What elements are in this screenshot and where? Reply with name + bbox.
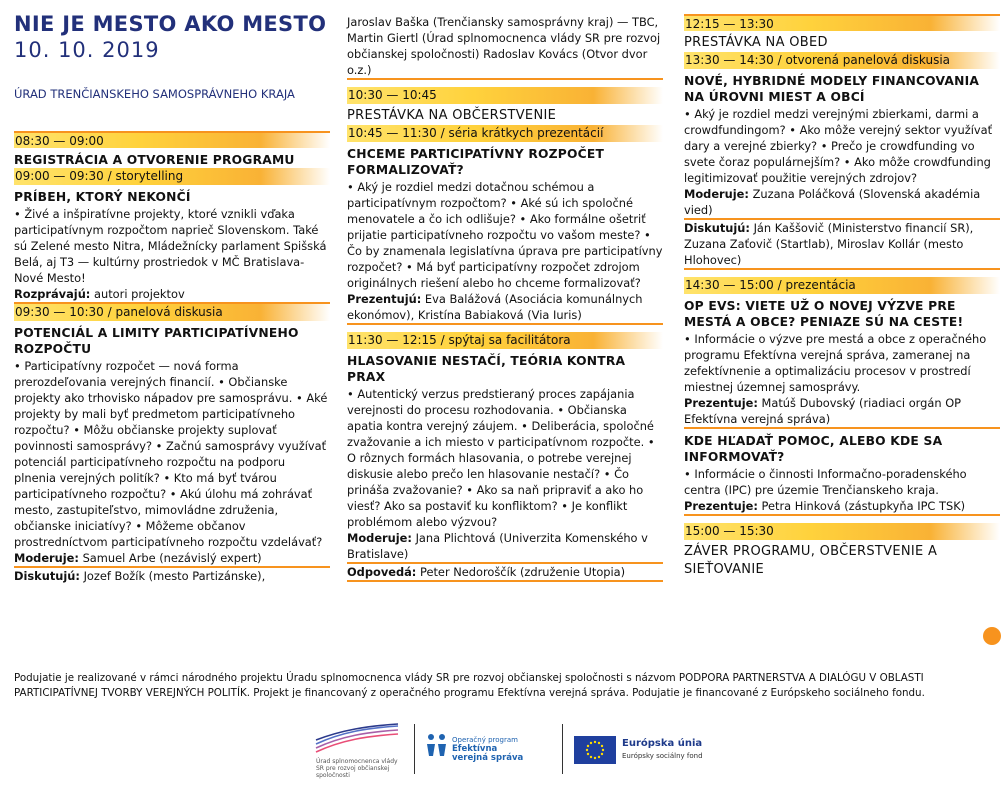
session-heading: REGISTRÁCIA A OTVORENIE PROGRAMU — [14, 153, 295, 167]
op-label: Operačný program — [452, 736, 518, 744]
session-body-2: • Informácie o činnosti Informačno-poradenského centra (IPC) pre územie Trenčianskeho kraja. — [684, 467, 967, 497]
session-role-continued: Jaroslav Baška (Trenčiansky samosprávny kraj) — TBC, Martin Giertl (Úrad splnomocnenca vlády SR pre rozvoj občianskej spoločnosti) Radoslav Kovács (Otvor dvor o.z.) — [347, 14, 663, 80]
session-role: Prezentuje: Matúš Dubovský (riadiaci orgán OP Efektívna verejná správa) — [684, 395, 1000, 429]
session-time: 14:30 — 15:00 / prezentácia — [684, 277, 1000, 294]
wave-lines-icon — [312, 722, 400, 756]
event-venue: ÚRAD TRENČIANSKEHO SAMOSPRÁVNEHO KRAJA — [14, 87, 295, 101]
session-time: 08:30 — 09:00 — [14, 131, 330, 148]
session-presentations — [347, 125, 663, 325]
orange-dot-decoration — [983, 627, 1001, 645]
column-2 — [347, 0, 663, 582]
eu-flag-icon — [574, 736, 616, 764]
eu-fund: Európsky sociálny fond — [622, 752, 703, 760]
session-financing — [684, 52, 1000, 270]
session-time: 09:00 — 09:30 / storytelling — [14, 168, 330, 185]
session-heading: PRÍBEH, KTORÝ NEKONČÍ — [14, 190, 191, 204]
session-lunch — [684, 14, 1000, 52]
event-title: NIE JE MESTO AKO MESTO — [14, 12, 327, 36]
session-role: Moderuje: Zuzana Poláčková (Slovenská akadémia vied) — [684, 186, 1000, 220]
session-time: 09:30 — 10:30 / panelová diskusia — [14, 304, 330, 321]
session-heading: POTENCIÁL A LIMITY PARTICIPATÍVNEHO ROZPOČTU — [14, 326, 299, 356]
session-heading: OP EVS: VIETE UŽ O NOVEJ VÝZVE PRE MESTÁ A OBCE? PENIAZE SÚ NA CESTE! — [684, 299, 964, 329]
session-body: • Živé a inšpiratívne projekty, ktoré vznikli vďaka participatívnym rozpočtom naprieč Slovenskom. Také sú Zelené mesto Nitra, Mládežnícky parlament Spišská Belá, aj T3 — kultúrny prostriedok v MČ Bratislava-Nové Mesto! — [14, 207, 327, 285]
session-coffee-break — [347, 87, 663, 125]
session-role: Moderuje: Jana Plichtová (Univerzita Komenského v Bratislave) — [347, 530, 663, 564]
session-storytelling — [14, 168, 330, 304]
session-heading: PRESTÁVKA NA OBED — [684, 35, 828, 50]
footer-note: Podujatie je realizované v rámci národného projektu Úradu splnomocnenca vlády SR pre rozvoj občianskej spoločnosti s názvom PODPORA PARTNERSTVA A DIALÓGU V OBLASTI PARTICIPATÍVNEJ TVORBY VEREJNÝCH POLITÍK. Projekt je financovaný z operačného programu Efektívna verejná správa. Podujatie je financované z Európskeho sociálneho fondu. — [14, 672, 925, 699]
session-heading: ZÁVER PROGRAMU, OBČERSTVENIE A SIEŤOVANIE — [684, 544, 938, 577]
op-evs-logo — [424, 722, 554, 776]
column-3 — [684, 0, 1000, 579]
eu-name: Európska únia — [622, 738, 703, 749]
session-panel — [14, 304, 330, 584]
session-op-evs — [684, 277, 1000, 516]
column-1 — [14, 0, 330, 584]
logo-divider — [414, 724, 415, 774]
figures-icon — [424, 732, 450, 762]
office-logo-text: Úrad splnomocnenca vlády SR pre rozvoj občianskej spoločnosti — [316, 758, 398, 779]
session-heading: CHCEME PARTICIPATÍVNY ROZPOČET FORMALIZOVAŤ? — [347, 147, 605, 177]
session-body: • Informácie o výzve pre mestá a obce z operačného programu Efektívna verejná správa, zameranej na zefektívnenie a optimalizáciu procesov v prostredí miestnej územnej samosprávy. — [684, 332, 987, 394]
session-role: Prezentuje: Petra Hinková (zástupkyňa IPC TSK) — [684, 498, 1000, 516]
eu-logo — [574, 722, 734, 776]
session-role: Rozprávajú: autori projektov — [14, 286, 330, 304]
session-heading: NOVÉ, HYBRIDNÉ MODELY FINANCOVANIA NA ÚROVNI MIEST A OBCÍ — [684, 74, 980, 104]
logo-divider — [562, 724, 563, 774]
session-role: Prezentujú: Eva Balážová (Asociácia komunálnych ekonómov), Kristína Babiaková (Via Iuris) — [347, 291, 663, 325]
office-logo — [312, 722, 402, 779]
session-time: 12:15 — 13:30 — [684, 14, 1000, 31]
session-time: 15:00 — 15:30 — [684, 523, 1000, 540]
session-role: Diskutujú: Jozef Božík (mesto Partizánske), — [14, 569, 266, 583]
op-name: Efektívna verejná správa — [452, 744, 524, 763]
logos-strip — [312, 722, 732, 778]
session-closing — [684, 523, 1000, 579]
session-time: 10:45 — 11:30 / séria krátkych prezentácií — [347, 125, 663, 142]
session-role: Moderuje: Samuel Arbe (nezávislý expert) — [14, 550, 330, 568]
session-role: Odpovedá: Peter Nedoroščík (združenie Utopia) — [347, 564, 663, 582]
session-body: • Aký je rozdiel medzi verejnými zbierkami, darmi a crowdfundingom? • Ako môže verejný sektor využívať dary a verejné zbierky? • Prečo je crowdfunding vo svete čoraz populárnejším? • Ako môže crowdfunding legitimizovať použitie verejných zdrojov? — [684, 107, 993, 185]
session-role: Diskutujú: Ján Kaššovič (Ministerstvo financií SR), Zuzana Zaťovič (Startlab), Miroslav Kollár (mesto Hlohovec) — [684, 220, 1000, 270]
session-heading: PRESTÁVKA NA OBČERSTVENIE — [347, 108, 557, 123]
event-date: 10. 10. 2019 — [14, 38, 160, 62]
session-time: 13:30 — 14:30 / otvorená panelová diskusia — [684, 52, 1000, 69]
session-registration — [14, 131, 330, 168]
session-body: • Aký je rozdiel medzi dotačnou schémou a participatívnym rozpočtom? • Aké sú ich spoločné menovatele a čo ich odlišuje? • Ako formálne ošetriť prijatie participatívneho rozpočtu vo vašom meste? • Čo by znamenala legislatívna úprava pre participatívny rozpočet? • Má byť participatívny rozpočet zdrojom originálnych riešení alebo ho chceme formalizovať? — [347, 180, 663, 290]
session-time: 10:30 — 10:45 — [347, 87, 663, 104]
session-heading-2: KDE HĽADAŤ POMOC, ALEBO KDE SA INFORMOVAŤ? — [684, 434, 943, 464]
session-body: • Autentický verzus predstieraný proces zapájania verejnosti do procesu rozhodovania. • Občianska apatia kontra verejný záujem. • Deliberácia, spoločné zvažovanie a ich miesto v participatívnom rozpočte. • O rôznych formách hlasovania, o potrebe verejnej diskusie alebo prečo len hlasovanie nestačí? • Čo prináša zvažovanie? • Ako sa naň pripraviť a ako ho viesť? Ako sa postaviť ku konfliktom? • Je konflikt problémom alebo výzvou? — [347, 387, 655, 529]
session-heading: HLASOVANIE NESTAČÍ, TEÓRIA KONTRA PRAX — [347, 354, 626, 384]
session-time: 11:30 — 12:15 / spýtaj sa facilitátora — [347, 332, 663, 349]
session-facilitator — [347, 332, 663, 582]
session-body: • Participatívny rozpočet — nová forma prerozdeľovania verejných financií. • Občianske projekty ako trhovisko nápadov pre samosprávu. • Aké projekty by mali byť predmetom participatívneho rozpočtu? • Môžu občianske projekty suplovať povinnosti samosprávy? • Začnú samosprávy využívať potenciál participatívneho rozpočtu na podporu plnenia verejných politík? • Kto má byť tvárou participatívneho rozpočtu? • Akú úlohu má zohrávať mesto, zastupiteľstvo, mimovládne združenia, občianske iniciatívy? • Môžeme občanov prostredníctvom participatívneho rozpočtu vzdelávať? — [14, 359, 328, 549]
